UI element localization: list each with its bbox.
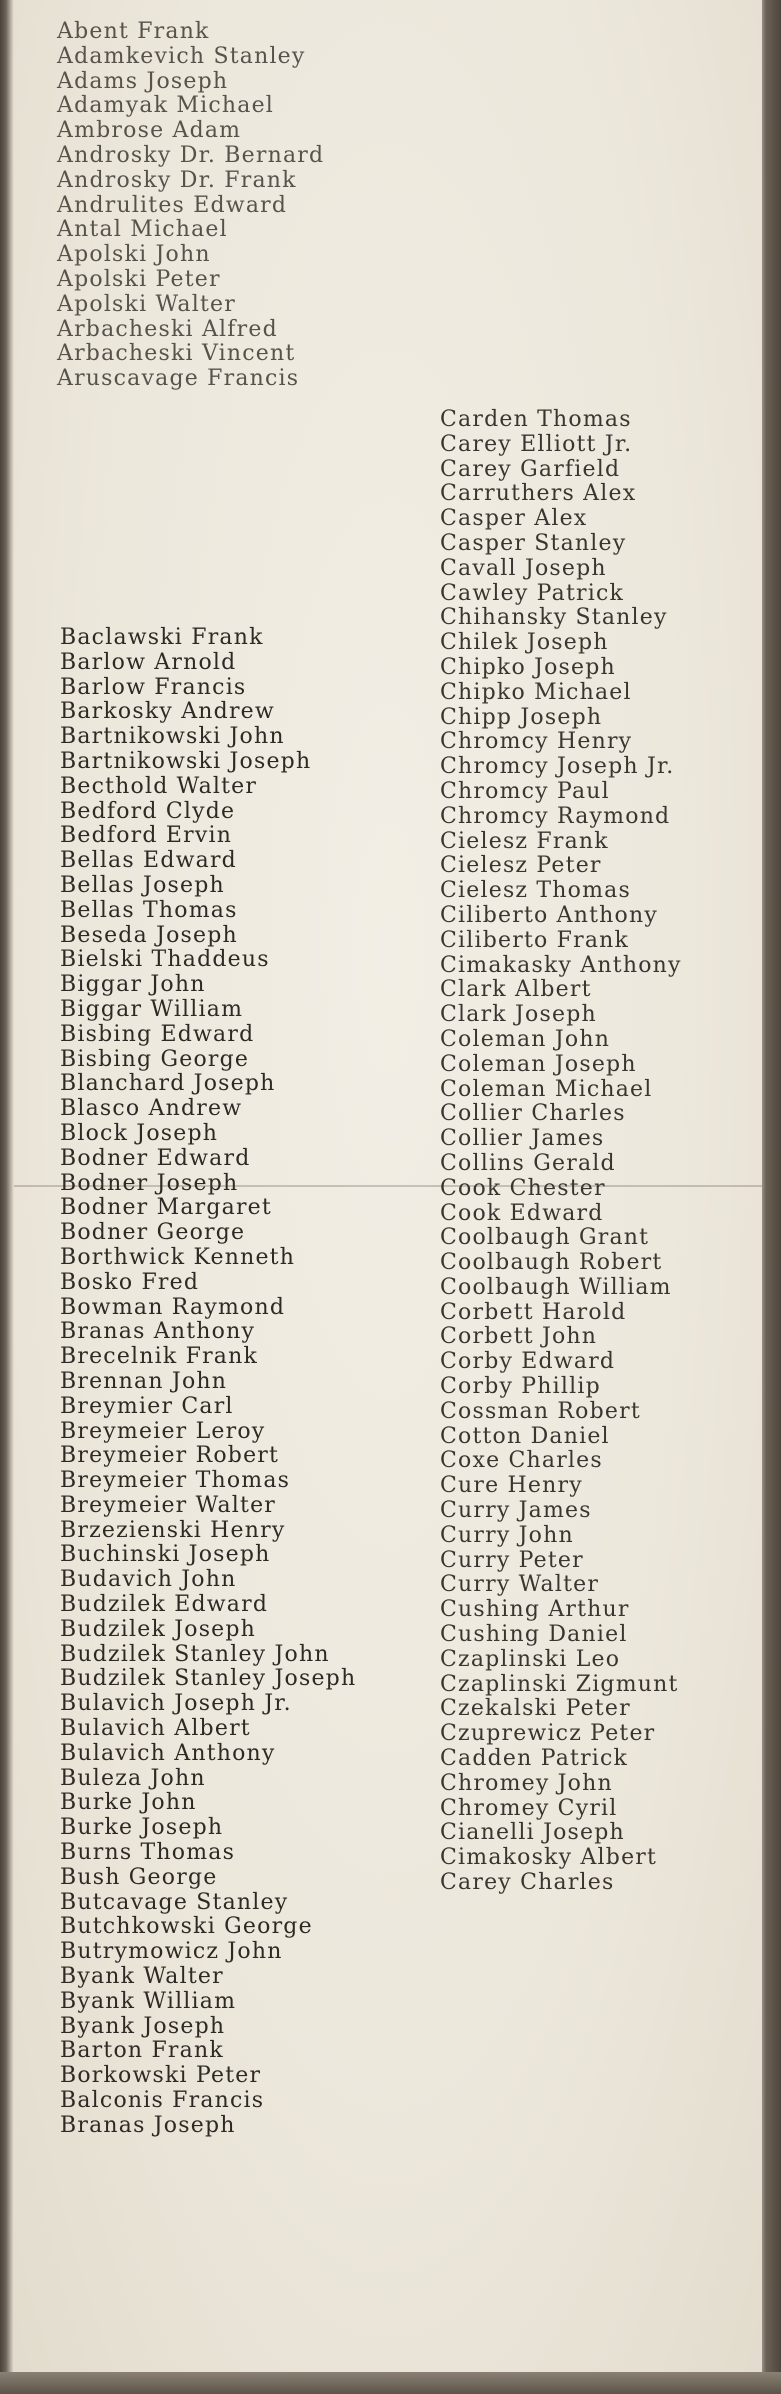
name-entry: Androsky Dr. Bernard xyxy=(57,142,325,168)
name-entry: Corby Edward xyxy=(440,1349,616,1375)
name-entry: Czaplinski Leo xyxy=(440,1646,621,1672)
name-entry: Cadden Patrick xyxy=(440,1746,629,1772)
name-entry: Andrulites Edward xyxy=(57,192,288,218)
name-entry: Czaplinski Zigmunt xyxy=(440,1671,679,1697)
name-entry: Bedford Ervin xyxy=(60,823,233,849)
name-entry: Biggar William xyxy=(60,996,244,1022)
name-entry: Breymeier Robert xyxy=(60,1443,280,1469)
name-entry: Chipko Michael xyxy=(440,679,632,705)
name-entry: Bisbing George xyxy=(60,1046,250,1072)
name-entry: Barton Frank xyxy=(60,2038,224,2064)
name-entry: Cianelli Joseph xyxy=(440,1820,625,1846)
name-entry: Bulavich Anthony xyxy=(60,1740,276,1766)
name-entry: Byank William xyxy=(60,1988,237,2014)
name-entry: Cielesz Thomas xyxy=(440,878,631,904)
names-column-c xyxy=(440,408,682,1896)
name-entry: Breymeier Leroy xyxy=(60,1418,266,1444)
name-entry: Arbacheski Alfred xyxy=(57,316,278,342)
name-entry: Butcavage Stanley xyxy=(60,1889,289,1915)
name-entry: Carruthers Alex xyxy=(440,481,637,507)
name-entry: Coleman Michael xyxy=(440,1076,653,1102)
name-entry: Barlow Francis xyxy=(60,674,247,700)
name-entry: Curry Peter xyxy=(440,1547,584,1573)
name-entry: Aruscavage Francis xyxy=(57,366,300,392)
name-entry: Bulavich Joseph Jr. xyxy=(60,1691,292,1717)
name-entry: Curry Walter xyxy=(440,1572,600,1598)
name-entry: Chromcy Raymond xyxy=(440,803,671,829)
name-entry: Clark Joseph xyxy=(440,1002,597,1028)
name-entry: Collins Gerald xyxy=(440,1150,616,1176)
name-entry: Androsky Dr. Frank xyxy=(57,167,297,193)
name-entry: Corbett John xyxy=(440,1324,598,1350)
name-entry: Carden Thomas xyxy=(440,407,632,432)
name-entry: Czuprewicz Peter xyxy=(440,1721,656,1747)
name-entry: Bulavich Albert xyxy=(60,1716,251,1742)
name-entry: Bellas Thomas xyxy=(60,897,238,923)
name-entry: Budzilek Stanley Joseph xyxy=(60,1666,357,1692)
name-entry: Corbett Harold xyxy=(440,1299,627,1325)
name-entry: Butrymowicz John xyxy=(60,1939,283,1965)
name-entry: Bodner Joseph xyxy=(60,1170,239,1196)
name-entry: Cavall Joseph xyxy=(440,555,607,581)
name-entry: Barlow Arnold xyxy=(60,649,237,675)
name-entry: Budzilek Stanley John xyxy=(60,1641,330,1667)
name-entry: Adamkevich Stanley xyxy=(57,43,306,69)
name-entry: Byank Walter xyxy=(60,1964,224,1990)
name-entry: Becthold Walter xyxy=(60,773,258,799)
name-entry: Czekalski Peter xyxy=(440,1696,631,1722)
name-entry: Apolski John xyxy=(57,242,211,268)
name-entry: Adamyak Michael xyxy=(57,93,275,119)
name-entry: Bartnikowski John xyxy=(60,724,285,750)
name-entry: Coleman John xyxy=(440,1026,611,1052)
name-entry: Burke Joseph xyxy=(60,1815,224,1841)
name-entry: Bellas Edward xyxy=(60,848,237,874)
name-entry: Biggar John xyxy=(60,972,206,998)
name-entry: Bartnikowski Joseph xyxy=(60,748,312,774)
name-entry: Corby Phillip xyxy=(440,1374,601,1400)
name-entry: Budzilek Joseph xyxy=(60,1616,257,1642)
name-entry: Chipp Joseph xyxy=(440,704,603,730)
name-entry: Casper Stanley xyxy=(440,530,627,556)
name-entry: Breymier Carl xyxy=(60,1393,234,1419)
name-entry: Bosko Fred xyxy=(60,1269,200,1295)
name-entry: Brzezienski Henry xyxy=(60,1517,286,1543)
name-entry: Collier James xyxy=(440,1126,605,1152)
name-entry: Cossman Robert xyxy=(440,1398,641,1424)
name-entry: Curry James xyxy=(440,1498,592,1524)
name-entry: Chilek Joseph xyxy=(440,630,609,656)
name-entry: Burke John xyxy=(60,1790,197,1816)
name-entry: Beseda Joseph xyxy=(60,922,238,948)
name-entry: Buchinski Joseph xyxy=(60,1542,271,1568)
name-entry: Cielesz Frank xyxy=(440,828,609,854)
name-entry: Blanchard Joseph xyxy=(60,1071,276,1097)
name-entry: Balconis Francis xyxy=(60,2088,265,2114)
name-entry: Budzilek Edward xyxy=(60,1592,269,1618)
name-entry: Carey Elliott Jr. xyxy=(440,431,633,457)
name-entry: Breymeier Walter xyxy=(60,1492,277,1518)
name-entry: Chromcy Henry xyxy=(440,729,633,755)
name-entry: Cook Edward xyxy=(440,1200,604,1226)
name-entry: Bisbing Edward xyxy=(60,1021,255,1047)
name-entry: Curry John xyxy=(440,1522,574,1548)
name-entry: Brecelnik Frank xyxy=(60,1344,259,1370)
name-entry: Clark Albert xyxy=(440,977,592,1003)
name-entry: Borkowski Peter xyxy=(60,2063,262,2089)
name-entry: Cimakasky Anthony xyxy=(440,952,682,978)
name-entry: Blasco Andrew xyxy=(60,1096,243,1122)
name-entry: Borthwick Kenneth xyxy=(60,1244,296,1270)
name-entry: Bielski Thaddeus xyxy=(60,947,270,973)
name-entry: Cimakosky Albert xyxy=(440,1845,658,1871)
name-entry: Baclawski Frank xyxy=(60,625,264,650)
name-entry: Coleman Joseph xyxy=(440,1051,637,1077)
name-entry: Abent Frank xyxy=(57,19,210,44)
name-entry: Coxe Charles xyxy=(440,1448,603,1474)
name-entry: Butchkowski George xyxy=(60,1914,313,1940)
name-entry: Cure Henry xyxy=(440,1473,583,1499)
name-entry: Carey Garfield xyxy=(440,456,621,482)
name-entry: Bodner Margaret xyxy=(60,1195,272,1221)
name-entry: Cawley Patrick xyxy=(440,580,625,606)
name-entry: Cook Chester xyxy=(440,1175,606,1201)
name-entry: Bedford Clyde xyxy=(60,798,236,824)
name-entry: Adams Joseph xyxy=(57,68,229,94)
name-entry: Cielesz Peter xyxy=(440,853,602,879)
names-column-a xyxy=(57,20,324,392)
name-entry: Bodner Edward xyxy=(60,1145,251,1171)
name-entry: Collier Charles xyxy=(440,1101,626,1127)
name-entry: Brennan John xyxy=(60,1368,228,1394)
name-entry: Chromey Cyril xyxy=(440,1795,618,1821)
name-entry: Ciliberto Frank xyxy=(440,927,630,953)
name-entry: Barkosky Andrew xyxy=(60,699,275,725)
name-entry: Budavich John xyxy=(60,1567,237,1593)
name-entry: Coolbaugh William xyxy=(440,1274,672,1300)
plaque-bottom-edge xyxy=(0,2372,781,2394)
name-entry: Chromey John xyxy=(440,1770,613,1796)
name-entry: Casper Alex xyxy=(440,506,588,532)
name-entry: Apolski Walter xyxy=(57,291,236,317)
name-entry: Breymeier Thomas xyxy=(60,1468,291,1494)
name-entry: Chipko Joseph xyxy=(440,654,616,680)
name-entry: Cotton Daniel xyxy=(440,1423,610,1449)
name-entry: Block Joseph xyxy=(60,1120,219,1146)
name-entry: Bellas Joseph xyxy=(60,872,225,898)
names-column-b xyxy=(60,626,356,2139)
name-entry: Apolski Peter xyxy=(57,266,221,292)
name-entry: Carey Charles xyxy=(440,1870,615,1896)
name-entry: Chromcy Joseph Jr. xyxy=(440,754,675,780)
name-entry: Ambrose Adam xyxy=(57,118,242,144)
name-entry: Cushing Arthur xyxy=(440,1597,630,1623)
name-entry: Branas Joseph xyxy=(60,2112,236,2138)
name-entry: Ciliberto Anthony xyxy=(440,902,658,928)
name-entry: Coolbaugh Robert xyxy=(440,1250,663,1276)
name-entry: Burns Thomas xyxy=(60,1840,236,1866)
name-entry: Chihansky Stanley xyxy=(440,605,668,631)
name-entry: Bowman Raymond xyxy=(60,1294,286,1320)
name-entry: Bush George xyxy=(60,1864,218,1890)
name-entry: Chromcy Paul xyxy=(440,778,610,804)
name-entry: Buleza John xyxy=(60,1765,206,1791)
name-entry: Byank Joseph xyxy=(60,2013,226,2039)
name-entry: Cushing Daniel xyxy=(440,1622,628,1648)
name-entry: Arbacheski Vincent xyxy=(57,341,296,367)
name-entry: Bodner George xyxy=(60,1220,246,1246)
name-entry: Branas Anthony xyxy=(60,1319,256,1345)
name-entry: Coolbaugh Grant xyxy=(440,1225,650,1251)
name-entry: Antal Michael xyxy=(57,217,228,243)
